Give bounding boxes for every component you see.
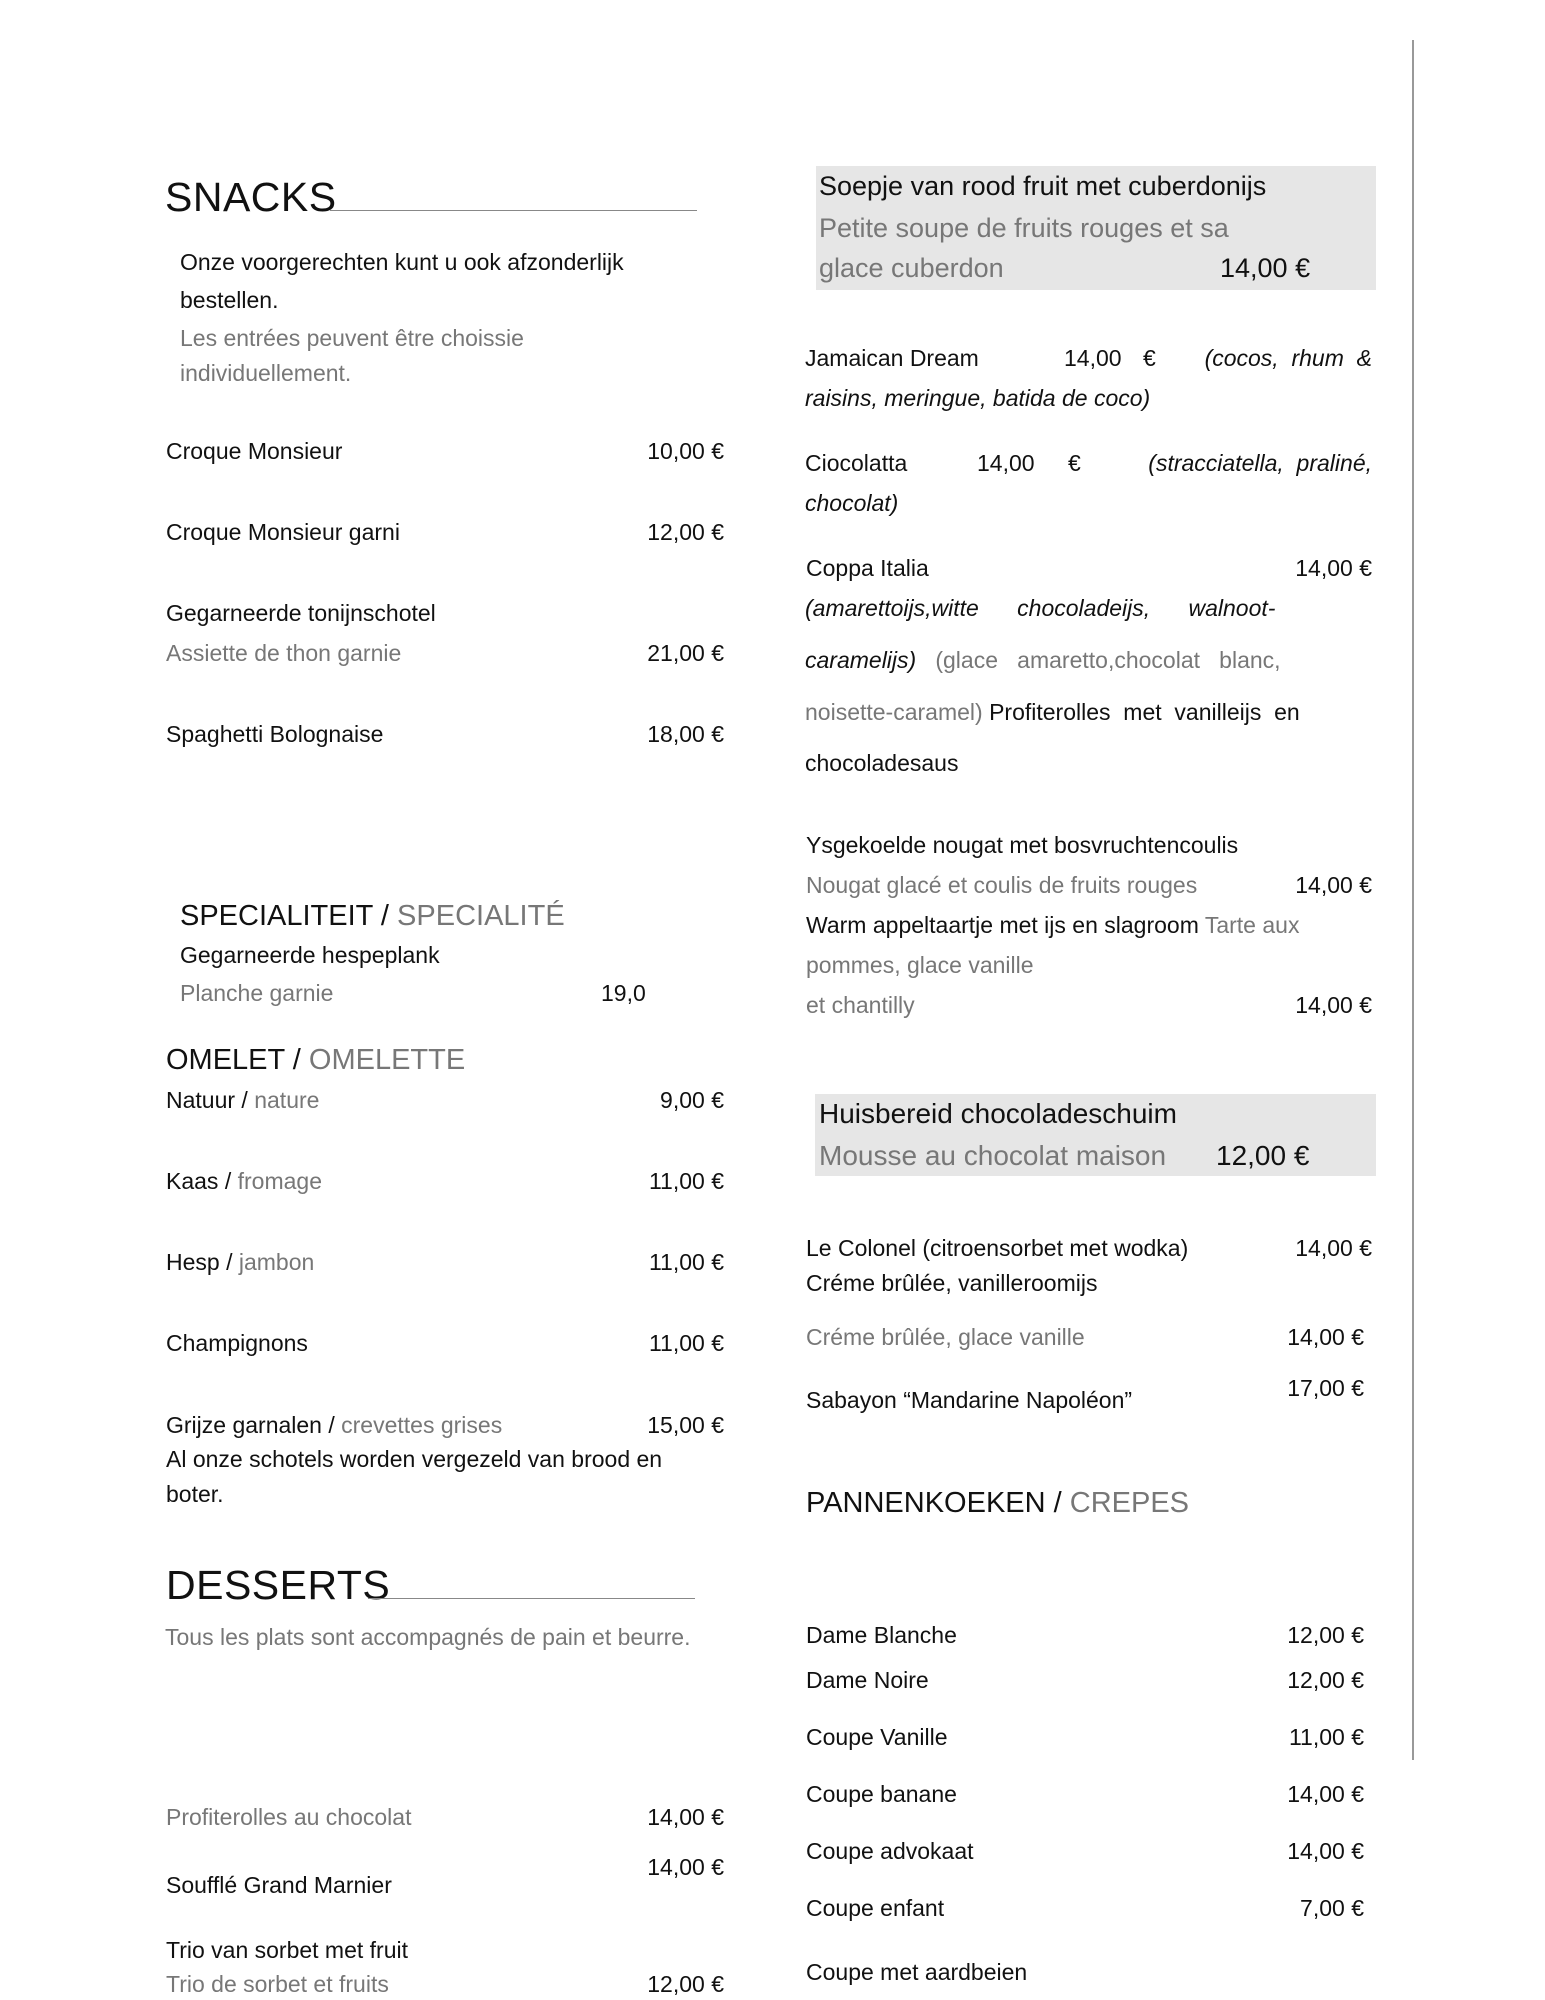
- item-price-creme: 14,00 €: [1287, 1324, 1364, 1350]
- item-price-colonel: 14,00 €: [1295, 1235, 1372, 1261]
- item-price-coupe-banane: 14,00 €: [1287, 1781, 1364, 1807]
- item-name-soepje: Soepje van rood fruit met cuberdonijs: [819, 171, 1267, 201]
- item-price-croque: 10,00 €: [647, 438, 724, 464]
- item-desc-jamaican-1: (cocos, rhum &: [1204, 345, 1372, 371]
- item-name-appeltaart: Warm appeltaartje met ijs en slagroom Tarte aux: [806, 912, 1300, 938]
- item-name-trio: Trio van sorbet met fruit: [166, 1937, 409, 1963]
- desserts-title: DESSERTS: [166, 1562, 391, 1608]
- item-name-fr-trio: Trio de sorbet et fruits: [166, 1971, 389, 1997]
- item-price-dame-blanche: 12,00 €: [1287, 1622, 1364, 1648]
- item-name-mousse: Huisbereid chocoladeschuim: [819, 1098, 1177, 1129]
- item-price-trio: 12,00 €: [647, 1971, 724, 1997]
- item-price-nougat: 14,00 €: [1295, 872, 1372, 898]
- item-name-kaas: Kaas / fromage: [166, 1168, 322, 1194]
- item-name-nougat: Ysgekoelde nougat met bosvruchtencoulis: [806, 832, 1239, 858]
- item-price-hesp: 11,00 €: [648, 1249, 724, 1275]
- item-price-mousse: 12,00 €: [1216, 1140, 1310, 1171]
- item-name-profiterolles: Profiterolles au chocolat: [166, 1804, 412, 1830]
- item-name-coupe-aardbeien: Coupe met aardbeien: [806, 1959, 1028, 1985]
- snacks-intro-fr-2: individuellement.: [180, 360, 352, 386]
- item-price-croque-garni: 12,00 €: [647, 519, 724, 545]
- item-name-spaghetti: Spaghetti Bolognaise: [166, 721, 384, 747]
- item-desc-jamaican-2: raisins, meringue, batida de coco): [805, 385, 1151, 411]
- snacks-rule: [330, 210, 697, 211]
- item-desc-coppa-2: caramelijs) (glace amaretto,chocolat blanc,: [805, 647, 1281, 673]
- item-name-coupe-banane: Coupe banane: [806, 1781, 957, 1807]
- item-name-fr-hespeplank: Planche garnie: [180, 980, 334, 1006]
- desserts-note: Tous les plats sont accompagnés de pain et beurre.: [165, 1624, 691, 1650]
- item-price-hespeplank: 19,0: [601, 980, 646, 1006]
- item-name-fr-mousse: Mousse au chocolat maison: [819, 1140, 1167, 1171]
- item-name-fr-tonijn: Assiette de thon garnie: [166, 640, 402, 666]
- specialiteit-heading: SPECIALITEIT / SPECIALITÉ: [180, 900, 565, 932]
- snacks-intro-nl-2: bestellen.: [180, 287, 279, 313]
- item-price-champignons: 11,00 €: [648, 1330, 724, 1356]
- item-name-champignons: Champignons: [166, 1330, 308, 1356]
- item-name-ciocolatta: Ciocolatta: [805, 450, 908, 476]
- item-name-hesp: Hesp / jambon: [166, 1249, 315, 1275]
- item-desc-coppa-1: (amarettoijs,witte chocoladeijs, walnoot-: [805, 595, 1276, 621]
- item-name-fr-creme: Créme brûlée, glace vanille: [806, 1324, 1085, 1350]
- item-name-fr-appeltaart-3: et chantilly: [806, 992, 915, 1018]
- snacks-title: SNACKS: [165, 174, 337, 220]
- item-price-coupe-advokaat: 14,00 €: [1287, 1838, 1364, 1864]
- item-desc-ciocolatta-1: (stracciatella, praliné,: [1148, 450, 1372, 476]
- item-price-dame-noire: 12,00 €: [1287, 1667, 1364, 1693]
- item-price-ciocolatta: 14,00: [977, 450, 1035, 476]
- item-desc-coppa-4: chocoladesaus: [805, 750, 959, 776]
- item-name-colonel: Le Colonel (citroensorbet met wodka): [806, 1235, 1189, 1261]
- item-price-spaghetti: 18,00 €: [647, 721, 724, 747]
- item-name-natuur: Natuur / nature: [166, 1087, 320, 1113]
- item-name-croque: Croque Monsieur: [166, 438, 343, 464]
- item-price-garnalen: 15,00 €: [647, 1412, 724, 1438]
- item-name-coppa: Coppa Italia: [806, 555, 929, 581]
- item-name-garnalen: Grijze garnalen / crevettes grises: [166, 1412, 503, 1438]
- item-price-tonijn: 21,00 €: [647, 640, 724, 666]
- item-name-dame-noire: Dame Noire: [806, 1667, 929, 1693]
- snacks-intro-fr-1: Les entrées peuvent être choissie: [180, 325, 524, 351]
- item-price-coppa: 14,00 €: [1295, 555, 1372, 581]
- pannenkoeken-heading: PANNENKOEKEN / CREPES: [806, 1487, 1190, 1519]
- snacks-intro-nl-1: Onze voorgerechten kunt u ook afzonderlijk: [180, 249, 624, 275]
- item-desc-coppa-3: noisette-caramel) Profiterolles met vanilleijs en: [805, 699, 1300, 725]
- item-euro-jamaican: €: [1143, 345, 1156, 371]
- item-name-fr-soepje-2: glace cuberdon: [819, 253, 1004, 283]
- item-name-coupe-enfant: Coupe enfant: [806, 1895, 945, 1921]
- item-name-hespeplank: Gegarneerde hespeplank: [180, 942, 440, 968]
- item-name-fr-soepje-1: Petite soupe de fruits rouges et sa: [819, 213, 1229, 243]
- item-name-fr-appeltaart-2: pommes, glace vanille: [806, 952, 1034, 978]
- item-euro-ciocolatta: €: [1068, 450, 1081, 476]
- item-price-coupe-enfant: 7,00 €: [1300, 1895, 1364, 1921]
- item-name-coupe-vanille: Coupe Vanille: [806, 1724, 948, 1750]
- item-price-soepje: 14,00 €: [1220, 253, 1311, 283]
- item-price-sabayon: 17,00 €: [1287, 1375, 1364, 1401]
- omelet-heading: OMELET / OMELETTE: [166, 1044, 466, 1076]
- item-price-profiterolles: 14,00 €: [647, 1804, 724, 1830]
- item-price-kaas: 11,00 €: [648, 1168, 724, 1194]
- page-margin-line: [1412, 40, 1414, 1760]
- schotels-note-2: boter.: [166, 1481, 224, 1507]
- item-desc-ciocolatta-2: chocolat): [805, 490, 899, 516]
- item-name-dame-blanche: Dame Blanche: [806, 1622, 957, 1648]
- desserts-rule: [368, 1598, 695, 1599]
- item-price-coupe-vanille: 11,00 €: [1288, 1724, 1364, 1750]
- item-name-jamaican: Jamaican Dream: [805, 345, 979, 371]
- item-name-fr-nougat: Nougat glacé et coulis de fruits rouges: [806, 872, 1198, 898]
- schotels-note-1: Al onze schotels worden vergezeld van brood en: [166, 1446, 663, 1472]
- item-price-souffle: 14,00 €: [647, 1854, 724, 1880]
- item-name-croque-garni: Croque Monsieur garni: [166, 519, 400, 545]
- item-price-jamaican: 14,00: [1064, 345, 1122, 371]
- item-name-souffle: Soufflé Grand Marnier: [166, 1872, 392, 1898]
- item-name-sabayon: Sabayon “Mandarine Napoléon”: [806, 1387, 1133, 1413]
- item-name-coupe-advokaat: Coupe advokaat: [806, 1838, 974, 1864]
- item-price-natuur: 9,00 €: [660, 1087, 724, 1113]
- item-price-appeltaart: 14,00 €: [1295, 992, 1372, 1018]
- item-name-creme: Créme brûlée, vanilleroomijs: [806, 1270, 1098, 1296]
- item-name-tonijn: Gegarneerde tonijnschotel: [166, 600, 436, 626]
